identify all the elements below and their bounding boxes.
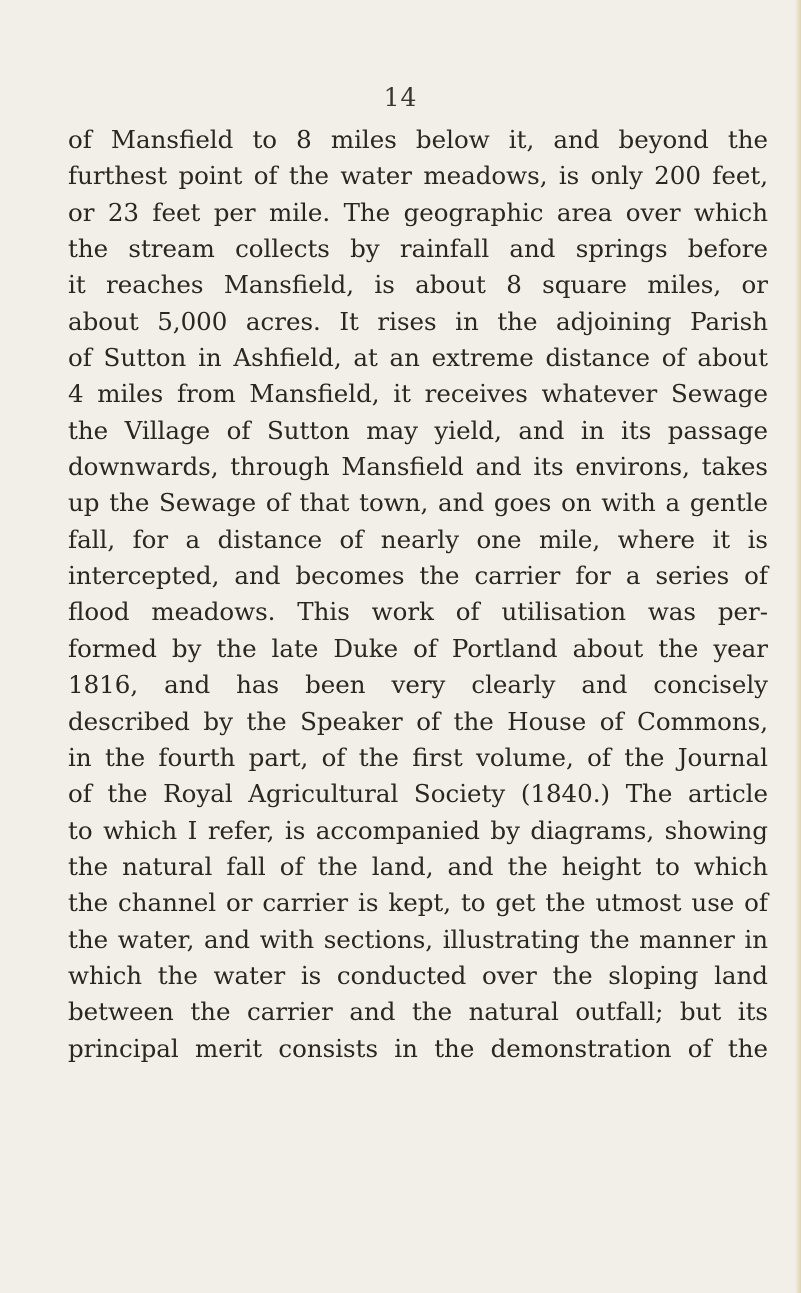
text-line: in the fourth part, of the first volume, of the Journal (68, 742, 768, 772)
text-line: downwards, through Mansfield and its environs, takes (68, 452, 768, 482)
text-line: flood meadows. This work of utilisation was per- (68, 597, 768, 627)
text-line: of the Royal Agricultural Society (1840.) The article (68, 779, 768, 809)
text-line: up the Sewage of that town, and goes on with a gentle (68, 488, 768, 518)
text-line: described by the Speaker of the House of Commons, (68, 706, 768, 736)
page-edge-shadow (795, 0, 801, 1293)
text-line: the channel or carrier is kept, to get the utmost use of (68, 888, 768, 918)
body-text (68, 122, 768, 1067)
text-line: fall, for a distance of nearly one mile, where it is (68, 524, 768, 554)
text-line: 4 miles from Mansfield, it receives whatever Sewage (68, 379, 768, 409)
text-line: to which I refer, is accompanied by diagrams, showing (68, 815, 768, 845)
text-line: principal merit consists in the demonstration of the (68, 1033, 768, 1063)
text-line: of Mansfield to 8 miles below it, and beyond the (68, 125, 768, 154)
text-line: intercepted, and becomes the carrier for a series of (68, 561, 768, 591)
text-line: the stream collects by rainfall and springs before (68, 234, 768, 264)
text-line: the Village of Sutton may yield, and in its passage (68, 415, 768, 445)
text-line: of Sutton in Ashfield, at an extreme distance of about (68, 343, 768, 373)
text-line: between the carrier and the natural outfall; but its (68, 997, 768, 1027)
text-line: which the water is conducted over the sloping land (68, 960, 768, 990)
text-line: the natural fall of the land, and the height to which (68, 851, 768, 881)
page-number: 14 (383, 83, 418, 112)
text-line: about 5,000 acres. It rises in the adjoining Parish (68, 306, 768, 336)
text-line: formed by the late Duke of Portland about the year (68, 633, 768, 663)
text-line: or 23 feet per mile. The geographic area over which (68, 197, 768, 227)
text-line: 1816, and has been very clearly and concisely (68, 670, 768, 700)
text-line: furthest point of the water meadows, is only 200 feet, (68, 161, 768, 191)
text-line: the water, and with sections, illustrating the manner in (68, 924, 768, 954)
text-line: it reaches Mansfield, is about 8 square miles, or (68, 270, 768, 300)
